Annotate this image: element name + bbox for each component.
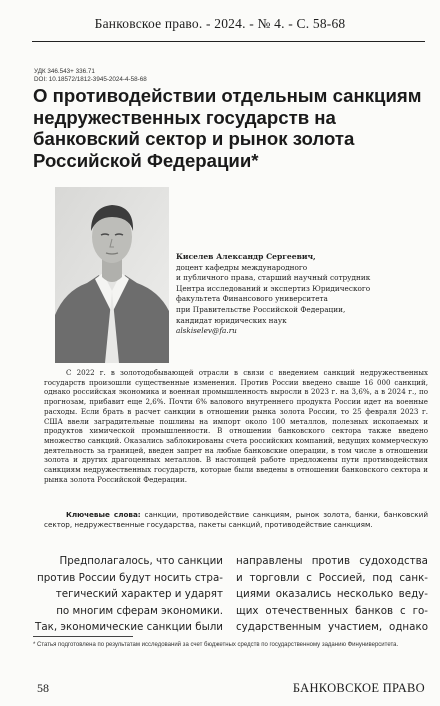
abstract: С 2022 г. в золотодобывающей отрасли в связи с введением санкций недружественных государств произошли существенные изменения. Против России введено свыше 16 000 санкций, однако российская экономика и военная промышленность выросли в 2023 г. на 3,6%, а в 2024 г., по прогнозам, прибавит еще 2,6%. Почти 6% валового внутреннего продукта России идет на военные расходы. Если брать в расчет санкции в отношении рынка золота России, то 25 февраля 2023 г. США ввели заградительные пошлины на импорт около 100 металлов, полезных ископаемых и продуктов химической промышленности. В отношении банковского сектора также введено множество санкций. Оказались заблокированы счета российских компаний, ведущих коммерческую деятельность за границей, введен запрет на любые банковские операции, в том числе в отношении золота и других драгоценных металлов. В настоящей работе предложены пути противодействия санкциям недружественных государств, которые были введены в отношении банковского сектора и рынка золота Российской Федерации. [44, 368, 428, 484]
author-affiliation-line: кандидат юридических наук [176, 315, 287, 325]
article-title: О противодействии отдельным санкциям недружественных государств на банковский сектор и рынок золота Российской Федерации* [33, 85, 422, 171]
body-line: против России будут носить стра- [37, 571, 223, 584]
author-email[interactable]: alskiselev@fa.ru [176, 326, 237, 336]
body-line: Предполагалось, что санкции [59, 555, 223, 567]
keywords-text: санкции, противодействие санкциям, рынок золота, банки, банковский сектор, недружественные государства, пакеты санкций, противодействие санкциям. [44, 510, 428, 529]
author-portrait-illustration [55, 187, 169, 363]
body-line: по многим сферам экономики. [56, 604, 223, 617]
body-line: циями оказались несколько веду- [236, 588, 428, 601]
body-line: щих отечественных банков с го- [236, 604, 428, 617]
footnote-rule [33, 636, 133, 637]
author-affiliation-line: Центра исследований и экспертиз Юридического [176, 283, 371, 293]
author-affiliation-line: факультета Финансового университета [176, 294, 328, 304]
author-affiliation-line: доцент кафедры международного [176, 262, 308, 272]
author-photo [55, 187, 169, 363]
author-name: Киселев Александр Сергеевич, [176, 252, 316, 261]
footnote: * Статья подготовлена по результатам исследований за счет бюджетных средств по государственному заданию Финуниверситета. [33, 642, 399, 648]
keywords [44, 510, 428, 530]
footer-journal-name: БАНКОВСКОЕ ПРАВО [292, 681, 425, 695]
body-line: сударственным участием, однако [236, 621, 428, 634]
doi: DOI: 10.18572/1812-3945-2024-4-58-68 [34, 76, 147, 83]
page-number: 58 [37, 681, 49, 695]
keywords-label: Ключевые слова: [66, 510, 141, 519]
author-affiliation-line: при Правительстве Российской Федерации, [176, 304, 346, 314]
header-rule [32, 41, 425, 42]
body-column-left [33, 553, 223, 636]
body-column-right [236, 553, 428, 636]
body-line: направлены против судоходства [236, 555, 428, 567]
running-header: Банковское право. - 2024. - № 4. - С. 58-68 [94, 16, 346, 31]
body-line: Так, экономические санкции были [35, 621, 223, 634]
author-info [176, 252, 426, 337]
body-line: тегический характер и ударят [55, 588, 223, 601]
body-line: и торговли с Россией, под санк- [236, 571, 428, 584]
author-affiliation-line: и публичного права, старший научный сотрудник [176, 273, 371, 283]
udk-code: УДК 346.543+ 336.71 [34, 68, 95, 75]
